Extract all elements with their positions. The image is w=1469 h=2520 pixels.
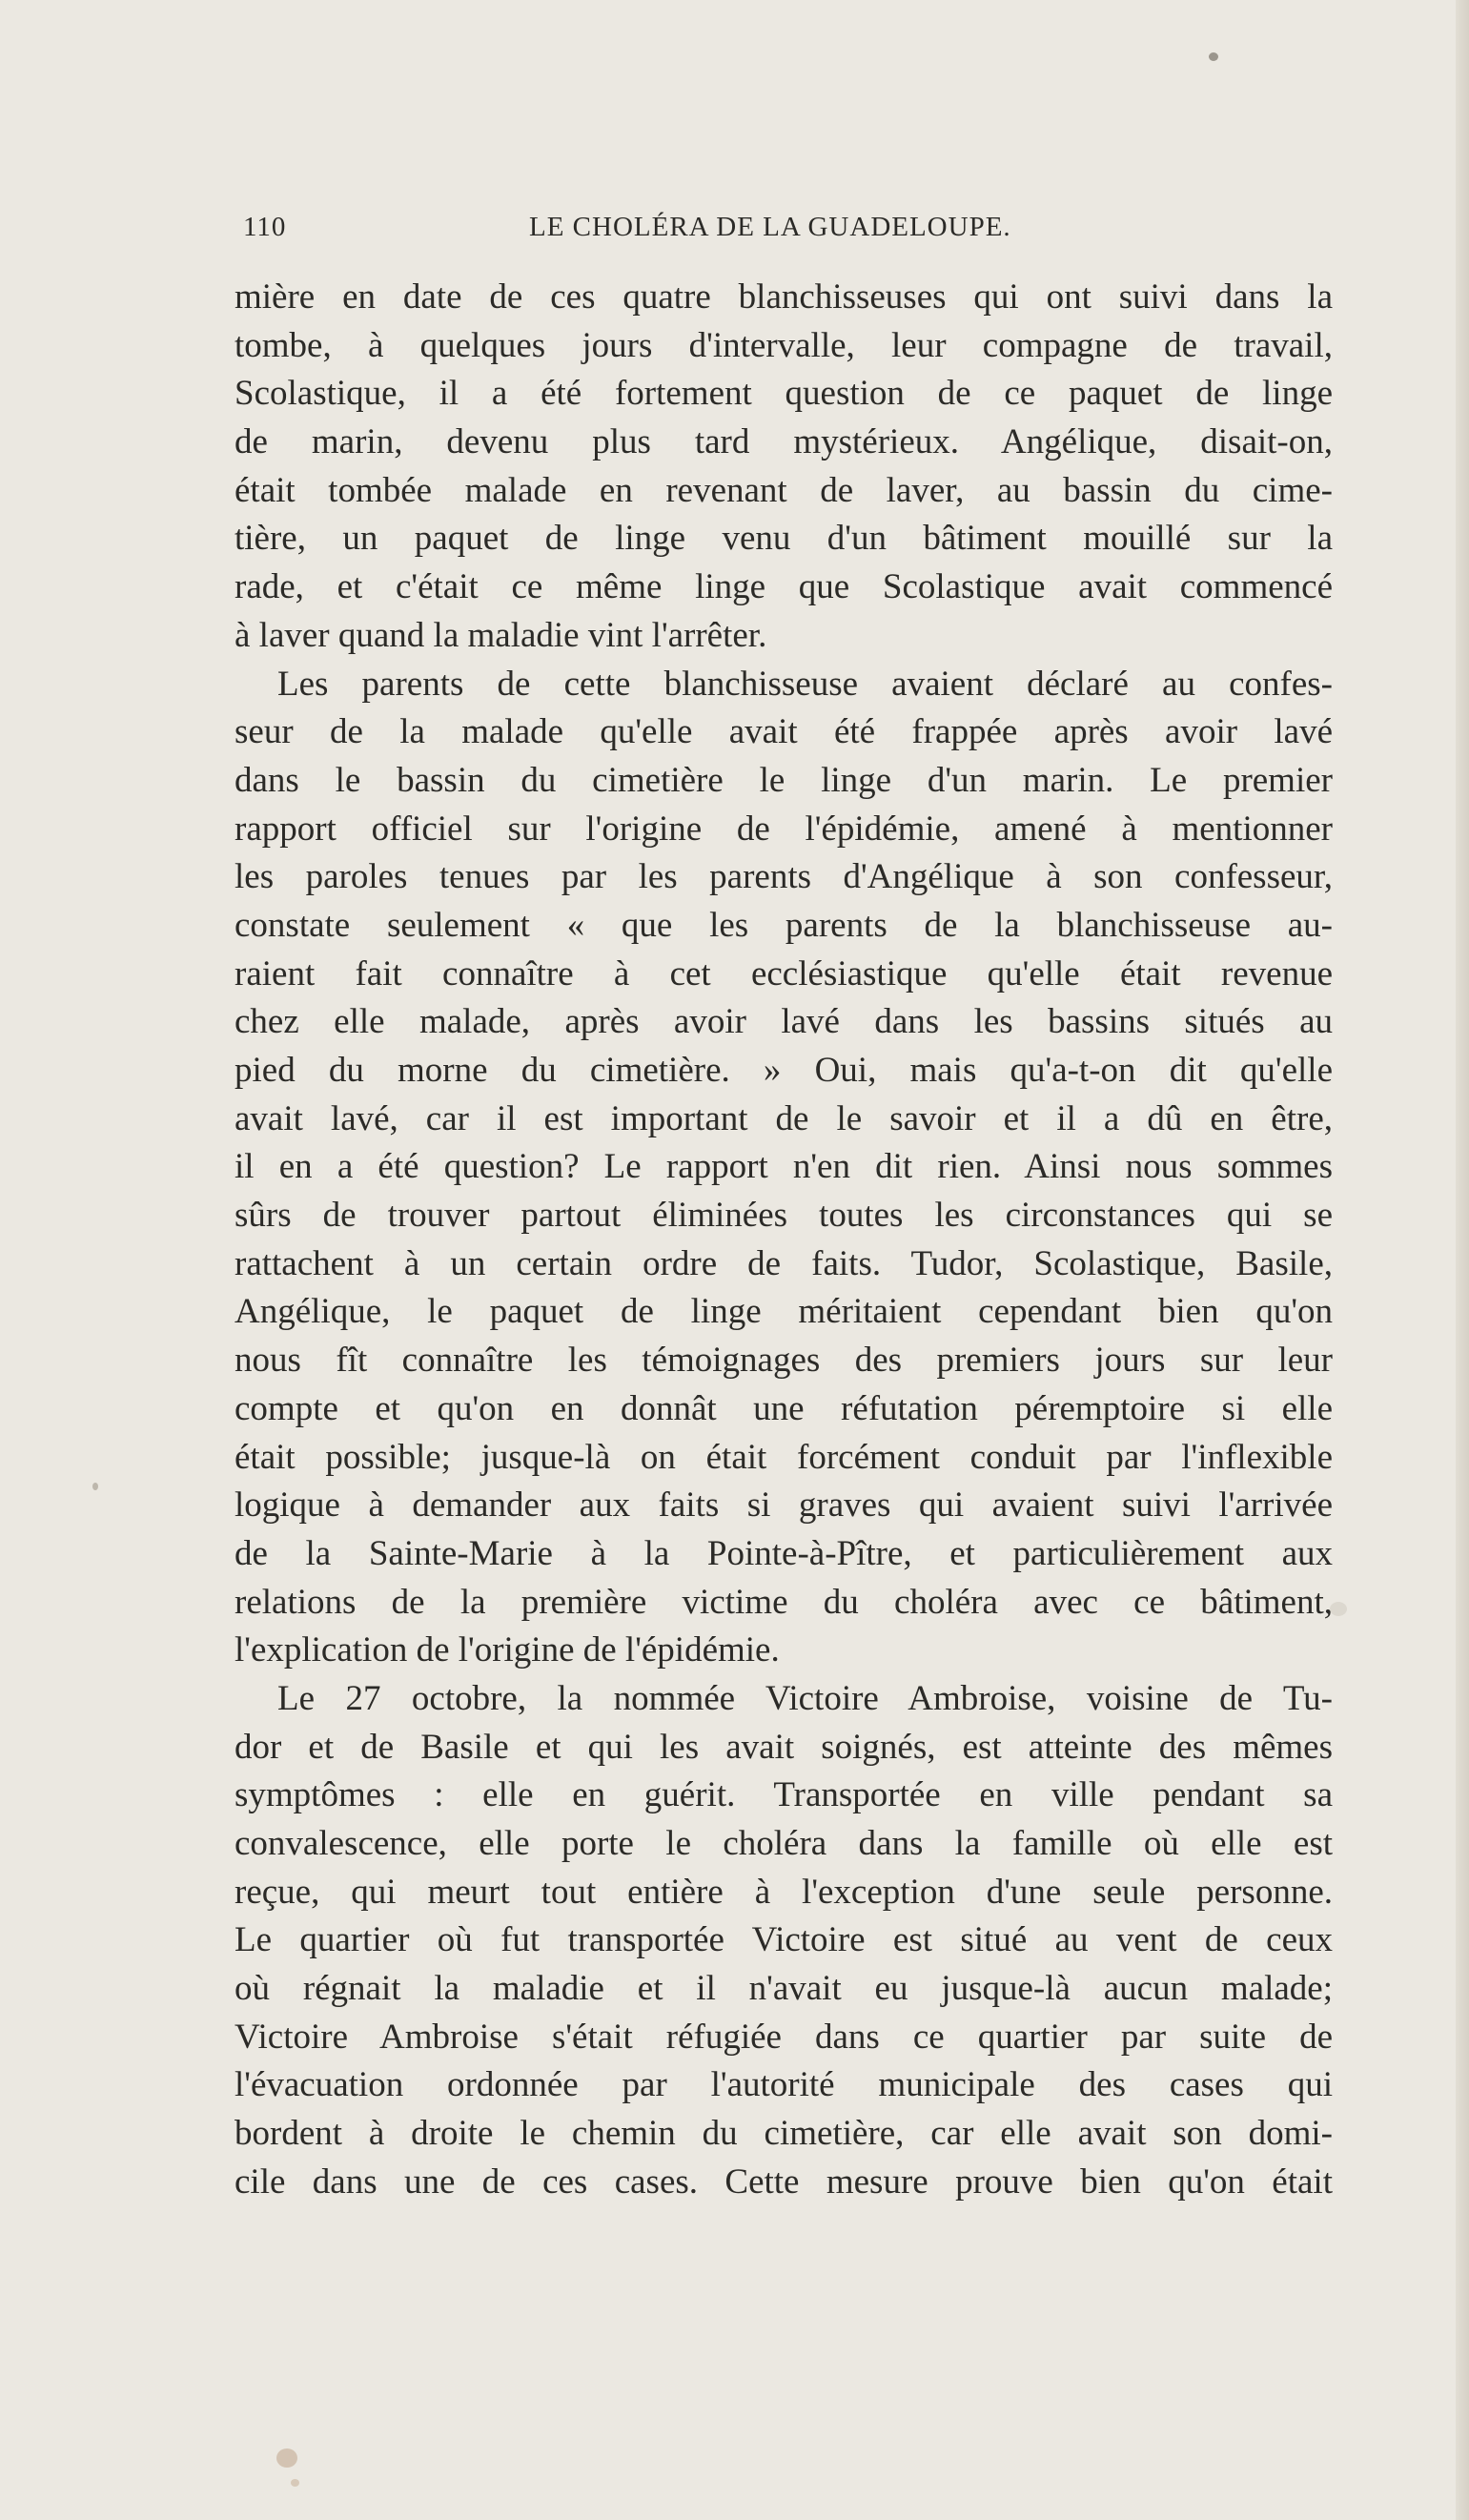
text-line: Scolastique, il a été fortement question de ce paquet de linge [235,374,1333,414]
text-line: seur de la malade qu'elle avait été frappée après avoir lavé [235,712,1333,752]
text-line: Angélique, le paquet de linge méritaient cependant bien qu'on [235,1292,1333,1332]
text-line: reçue, qui meurt tout entière à l'exception d'une seule personne. [235,1872,1333,1912]
text-line: dans le bassin du cimetière le linge d'un marin. Le premier [235,760,1333,800]
text-line: symptômes : elle en guérit. Transportée en ville pendant sa [235,1775,1333,1815]
text-line: Le quartier où fut transportée Victoire est situé au vent de ceux [235,1920,1333,1960]
text-line: nous fît connaître les témoignages des premiers jours sur leur [235,1341,1333,1381]
text-line: mière en date de ces quatre blanchisseuses qui ont suivi dans la [235,277,1333,317]
body-text [235,274,1333,2207]
text-line: dor et de Basile et qui les avait soignés, est atteinte des mêmes [235,1727,1333,1767]
text-line: était tombée malade en revenant de laver, au bassin du cime- [235,470,1333,510]
text-line: bordent à droite le chemin du cimetière, car elle avait son domi- [235,2114,1333,2154]
text-line: l'explication de l'origine de l'épidémie. [235,1630,780,1670]
text-line: où régnait la maladie et il n'avait eu jusque-là aucun malade; [235,1969,1333,2009]
text-line: Victoire Ambroise s'était réfugiée dans ce quartier par suite de [235,2017,1333,2057]
text-line: relations de la première victime du choléra avec ce bâtiment, [235,1582,1333,1622]
page-number: 110 [243,212,287,242]
text-line: rattachent à un certain ordre de faits. Tudor, Scolastique, Basile, [235,1243,1333,1283]
text-line: de la Sainte-Marie à la Pointe-à-Pître, et particulièrement aux [235,1533,1333,1573]
foxing-spot [92,1483,98,1490]
text-line: Les parents de cette blanchisseuse avaient déclaré au confes- [277,664,1333,704]
text-line: Le 27 octobre, la nommée Victoire Ambroise, voisine de Tu- [277,1678,1333,1718]
text-line: était possible; jusque-là on était forcément conduit par l'inflexible [235,1437,1333,1477]
page-header [243,207,1339,255]
text-line: chez elle malade, après avoir lavé dans les bassins situés au [235,1002,1333,1042]
text-line: les paroles tenues par les parents d'Angélique à son confesseur, [235,857,1333,897]
text-line: cile dans une de ces cases. Cette mesure prouve bien qu'on était [235,2161,1333,2202]
text-line: il en a été question? Le rapport n'en dit rien. Ainsi nous sommes [235,1147,1333,1187]
text-line: avait lavé, car il est important de le savoir et il a dû en être, [235,1098,1333,1138]
foxing-spot [276,2448,297,2468]
foxing-spot [291,2479,299,2487]
text-line: pied du morne du cimetière. » Oui, mais qu'a-t-on dit qu'elle [235,1051,1333,1090]
text-line: compte et qu'on en donnât une réfutation péremptoire si elle [235,1388,1333,1428]
foxing-spot [1209,52,1218,61]
text-line: logique à demander aux faits si graves qui avaient suivi l'arrivée [235,1485,1333,1526]
text-line: sûrs de trouver partout éliminées toutes les circonstances qui se [235,1196,1333,1236]
running-title: LE CHOLÉRA DE LA GUADELOUPE. [529,212,1011,242]
text-line: l'évacuation ordonnée par l'autorité municipale des cases qui [235,2065,1333,2105]
text-line: convalescence, elle porte le choléra dans la famille où elle est [235,1824,1333,1863]
text-line: constate seulement « que les parents de la blanchisseuse au- [235,905,1333,945]
text-line: rade, et c'était ce même linge que Scolastique avait commencé [235,567,1333,607]
text-line: tombe, à quelques jours d'intervalle, leur compagne de travail, [235,325,1333,365]
text-line: rapport officiel sur l'origine de l'épidémie, amené à mentionner [235,809,1333,849]
text-line: à laver quand la maladie vint l'arrêter. [235,615,767,655]
text-line: tière, un paquet de linge venu d'un bâtiment mouillé sur la [235,519,1333,559]
text-line: raient fait connaître à cet ecclésiastique qu'elle était revenue [235,953,1333,994]
text-line: de marin, devenu plus tard mystérieux. Angélique, disait-on, [235,422,1333,462]
page-edge-shadow [1456,0,1469,2520]
